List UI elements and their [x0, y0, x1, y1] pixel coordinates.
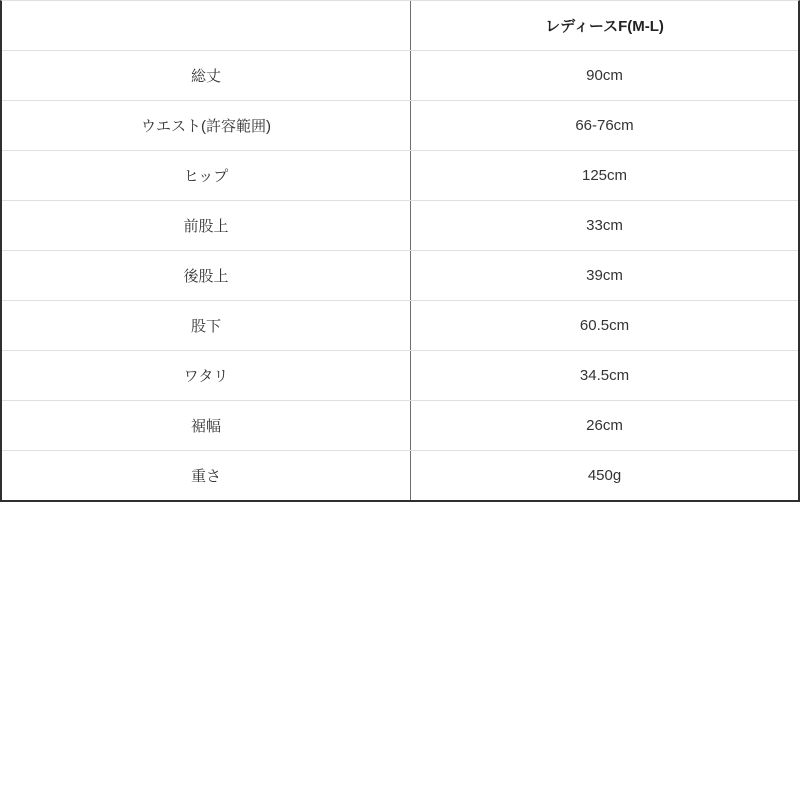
row-value: 66-76cm [575, 117, 634, 134]
row-label: ウエスト(許容範囲) [2, 101, 411, 150]
table-row [2, 250, 798, 300]
row-label: 股下 [2, 301, 411, 350]
row-value: 26cm [586, 417, 623, 434]
table-row [2, 50, 798, 100]
row-label: 裾幅 [2, 401, 411, 450]
row-label: 前股上 [2, 201, 411, 250]
table-row [2, 350, 798, 400]
table-row [2, 100, 798, 150]
table-row [2, 400, 798, 450]
table-row [2, 150, 798, 200]
table-row [2, 300, 798, 350]
row-value: 60.5cm [579, 317, 630, 334]
row-value: 34.5cm [579, 367, 630, 384]
table-header-row [2, 1, 798, 50]
empty-whitespace [0, 502, 800, 809]
row-value: 90cm [586, 67, 623, 84]
row-label: ヒップ [2, 151, 411, 200]
table-row [2, 450, 798, 500]
row-label: ワタリ [2, 351, 411, 400]
header-empty-cell [2, 1, 411, 50]
row-label: 後股上 [2, 251, 411, 300]
row-value: 39cm [586, 267, 623, 284]
row-label: 総丈 [2, 51, 411, 100]
header-size-column: レディースF(M-L) [545, 18, 664, 35]
row-value: 33cm [586, 217, 623, 234]
row-value: 125cm [581, 167, 628, 184]
row-value: 450g [587, 467, 622, 484]
row-label: 重さ [2, 451, 411, 500]
table-row [2, 200, 798, 250]
